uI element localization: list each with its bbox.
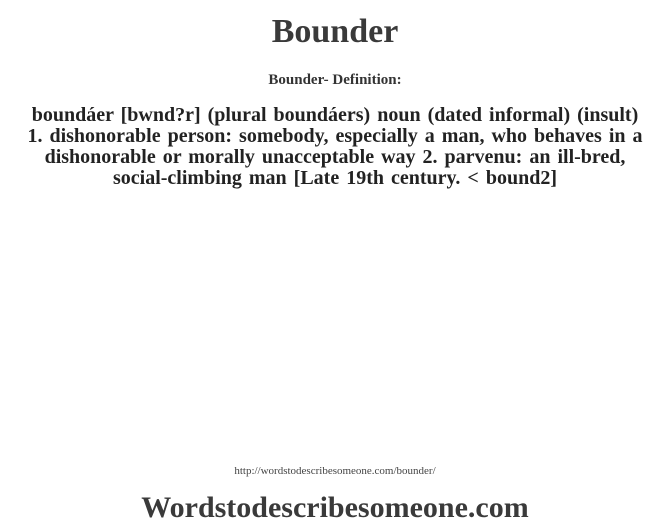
source-url: http://wordstodescribesomeone.com/bounder/ [234,465,436,477]
definition-text: boundáer [bwnd?r] (plural boundáers) noun (dated informal) (insult) 1. dishonorable person: somebody, especially a man, who behaves in a dishonorable or morally unacceptable way 2. parvenu: an ill-bred, social-climbing man [Late 19th century. < bound2] [27,104,643,189]
definition-heading: Bounder- Definition: [268,72,402,88]
site-name-footer: Wordstodescribesomeone.com [141,491,529,524]
page-title: Bounder [271,13,399,50]
